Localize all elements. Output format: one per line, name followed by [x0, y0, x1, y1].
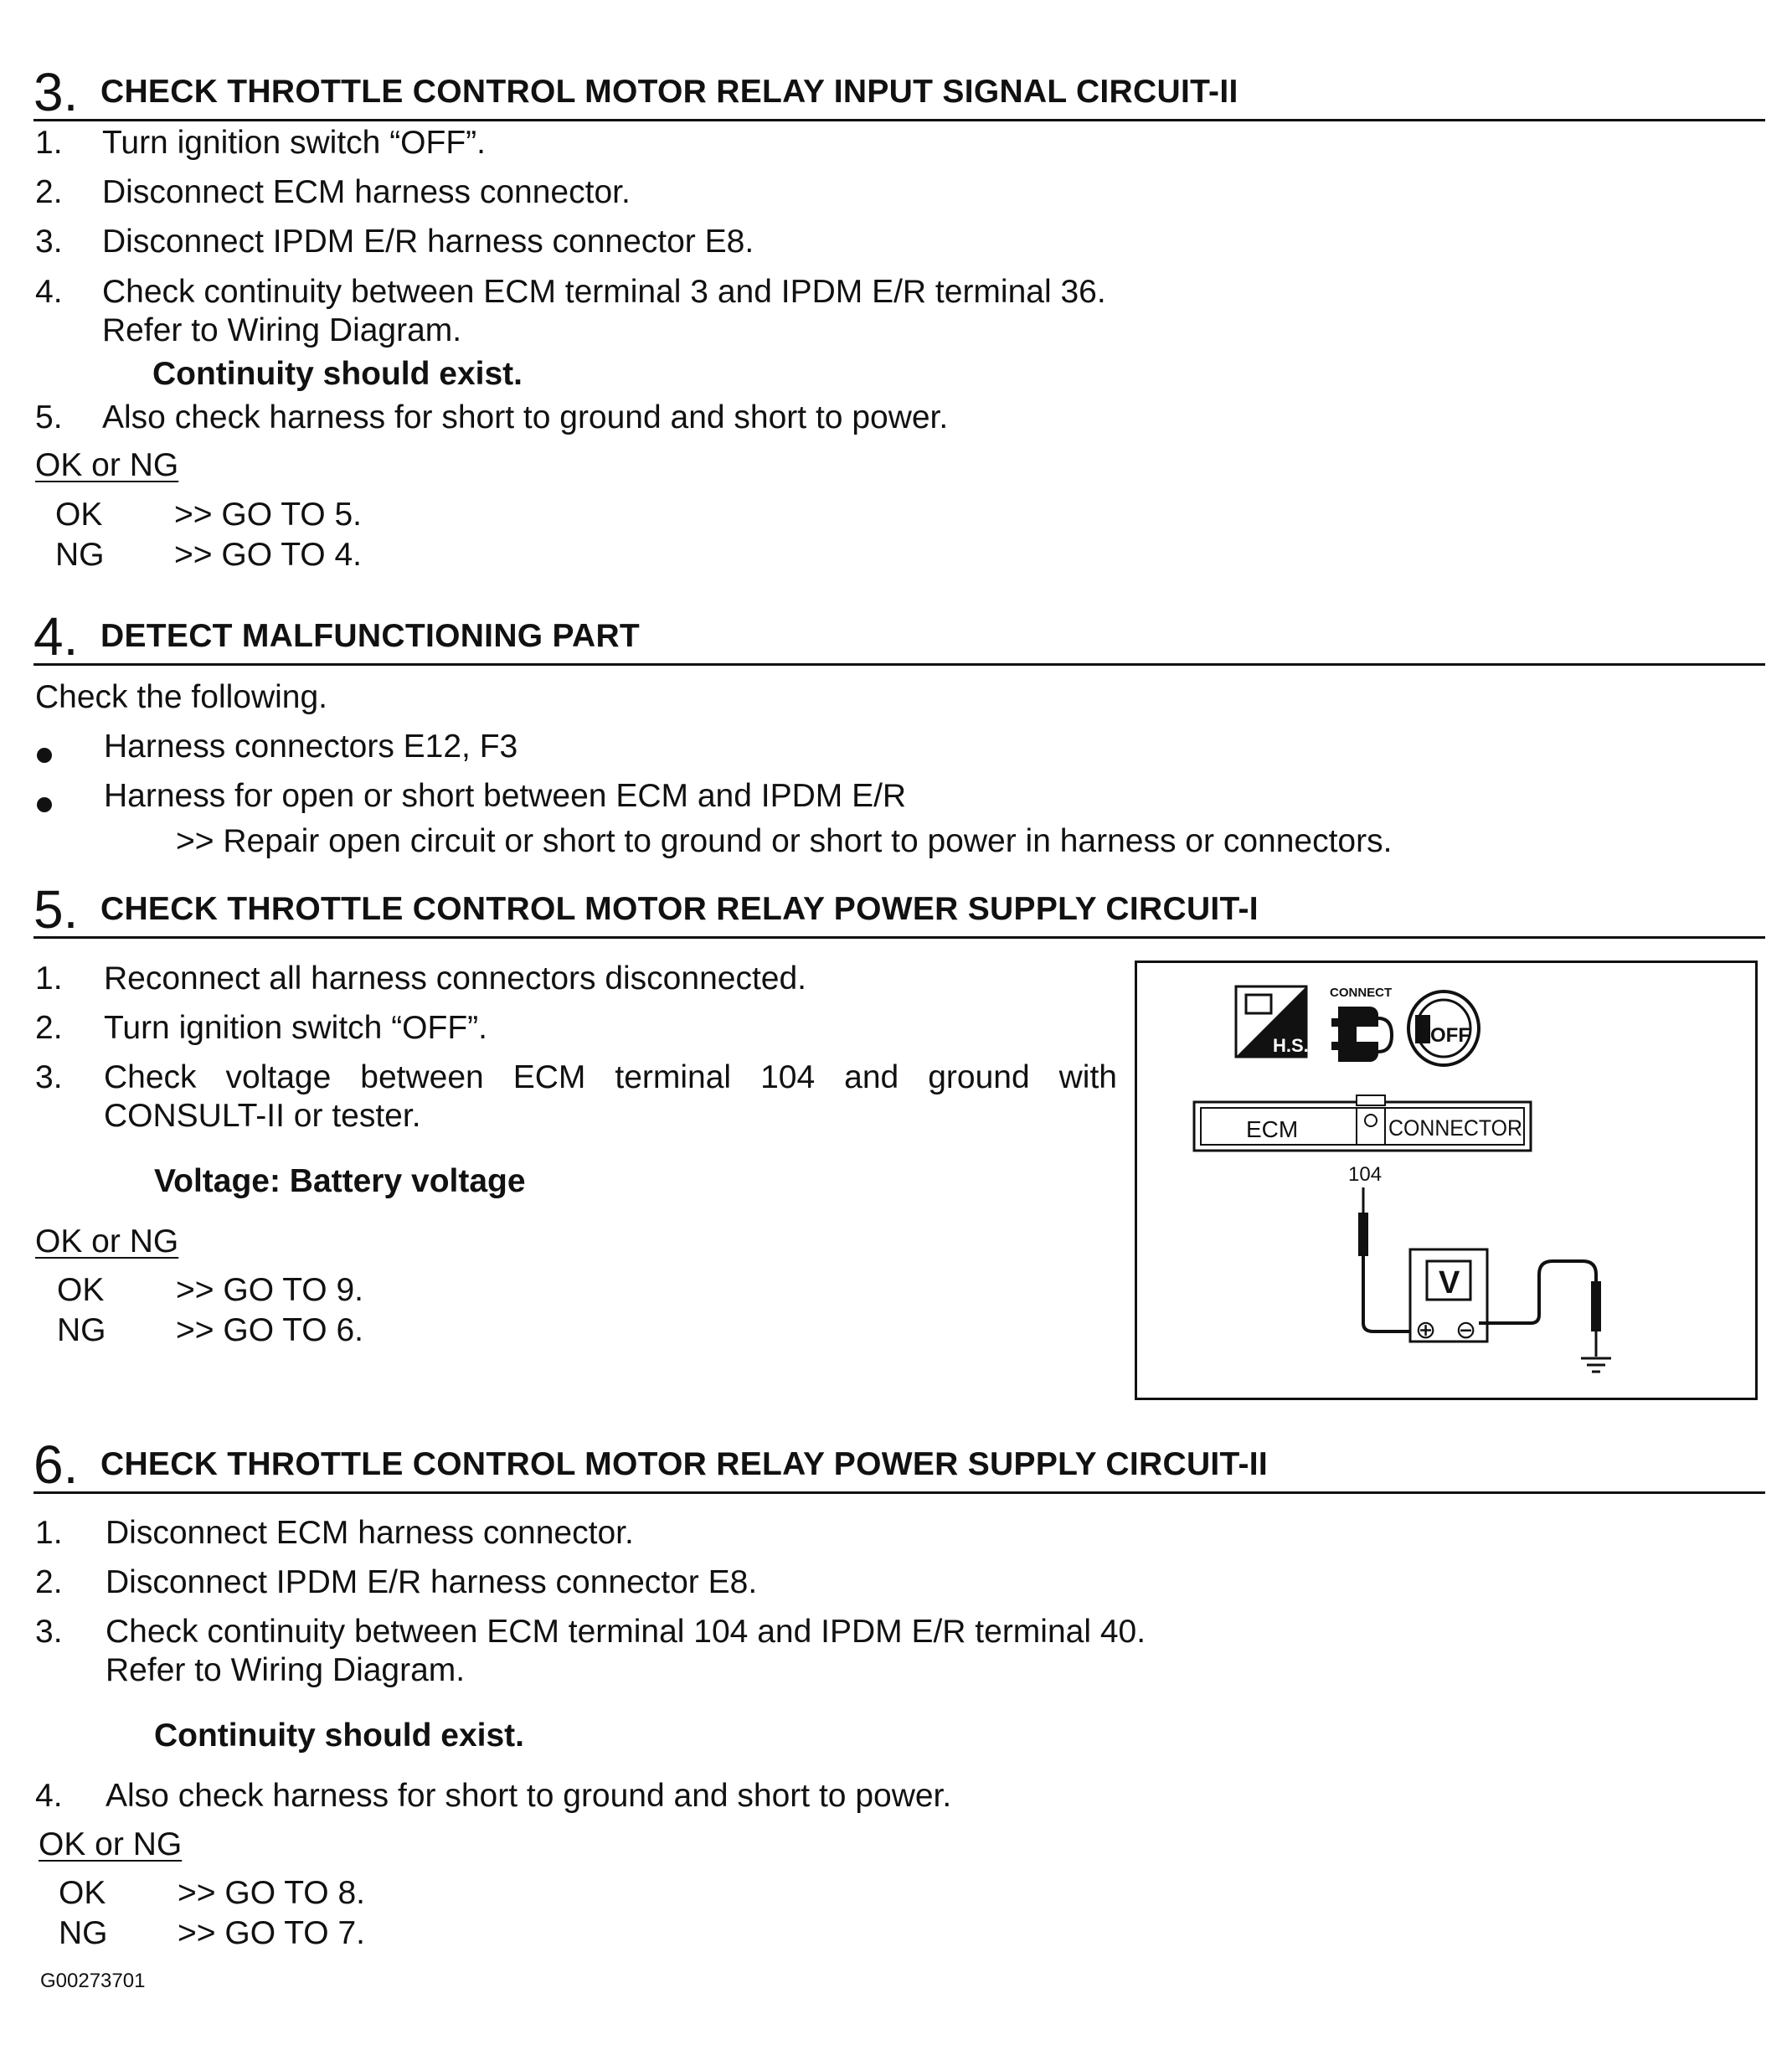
step-number: 2. — [35, 1564, 63, 1600]
ok-action: >> GO TO 8. — [178, 1875, 366, 1911]
meter-label: V — [1439, 1265, 1460, 1300]
ng-action: >> GO TO 6. — [176, 1312, 364, 1348]
step-number: 3. — [35, 1059, 63, 1095]
step-number: 4. — [35, 1778, 63, 1814]
step-number: 4. — [35, 274, 63, 310]
step-text: Also check harness for short to ground and short to power. — [102, 399, 949, 435]
step-number: 1. — [35, 961, 63, 997]
step-text: Check continuity between ECM terminal 104 and IPDM E/R terminal 40. — [106, 1614, 1146, 1650]
bullet-dot — [37, 748, 52, 763]
section-6-header — [33, 1426, 1765, 1494]
connect-icon — [1330, 986, 1392, 1062]
step-text-continued: CONSULT-II or tester. — [104, 1098, 421, 1134]
step-text: Check voltage between ECM terminal 104 and ground with — [104, 1059, 1117, 1095]
ok-label: OK — [57, 1272, 105, 1308]
wiring-diagram — [1137, 963, 1755, 1398]
ok-or-ng-heading: OK or NG — [35, 447, 179, 483]
section-title: DETECT MALFUNCTIONING PART — [100, 618, 641, 654]
section-number: 4. — [33, 606, 79, 667]
voltage-check-figure — [1135, 961, 1758, 1400]
ok-label: OK — [55, 497, 103, 533]
step-number: 3. — [35, 224, 63, 260]
section-number: 5. — [33, 879, 79, 940]
step-number: 2. — [35, 174, 63, 210]
section-title: CHECK THROTTLE CONTROL MOTOR RELAY POWER SUPPLY CIRCUIT-II — [100, 1446, 1269, 1482]
ignition-off-icon — [1408, 991, 1479, 1065]
hs-label: H.S. — [1273, 1035, 1309, 1056]
ng-label: NG — [57, 1312, 106, 1348]
ng-action: >> GO TO 4. — [174, 537, 363, 573]
minus-terminal: ⊖ — [1455, 1316, 1477, 1345]
step-number: 2. — [35, 1010, 63, 1046]
terminal-label: 104 — [1348, 1163, 1383, 1186]
step-text: Disconnect ECM harness connector. — [106, 1515, 634, 1551]
step-text: Turn ignition switch “OFF”. — [102, 125, 486, 161]
ok-label: OK — [59, 1875, 106, 1911]
hs-icon — [1236, 986, 1309, 1057]
section-title: CHECK THROTTLE CONTROL MOTOR RELAY POWER SUPPLY CIRCUIT-I — [100, 891, 1259, 927]
ok-action: >> GO TO 9. — [176, 1272, 364, 1308]
step-text: Disconnect IPDM E/R harness connector E8. — [106, 1564, 758, 1600]
step-number: 5. — [35, 399, 63, 435]
ok-or-ng-heading: OK or NG — [39, 1826, 183, 1862]
step-text: Disconnect ECM harness connector. — [102, 174, 631, 210]
step-number: 1. — [35, 1515, 63, 1551]
step-number: 1. — [35, 125, 63, 161]
bullet-text: Harness for open or short between ECM and IPDM E/R — [104, 778, 907, 814]
repair-action: >> Repair open circuit or short to ground or short to power in harness or connectors. — [176, 823, 1393, 859]
bullet-text: Harness connectors E12, F3 — [104, 729, 518, 765]
section-5-header — [33, 871, 1765, 939]
off-label: OFF — [1430, 1024, 1470, 1047]
step-text-continued: Refer to Wiring Diagram. — [102, 312, 462, 348]
plus-terminal: ⊕ — [1415, 1316, 1437, 1345]
step-number: 3. — [35, 1614, 63, 1650]
section-number: 3. — [33, 62, 79, 122]
section-title: CHECK THROTTLE CONTROL MOTOR RELAY INPUT SIGNAL CIRCUIT-II — [100, 74, 1238, 110]
section-number: 6. — [33, 1434, 79, 1495]
ecm-connector — [1194, 1095, 1531, 1151]
step-text: Also check harness for short to ground and short to power. — [106, 1778, 952, 1814]
ok-or-ng-heading: OK or NG — [35, 1223, 179, 1259]
section-3-header — [33, 54, 1765, 121]
ng-label: NG — [59, 1915, 108, 1951]
ground-symbol-icon — [1581, 1358, 1611, 1372]
step-text: Turn ignition switch “OFF”. — [104, 1010, 487, 1046]
ecm-label: ECM — [1246, 1116, 1299, 1142]
step-text: Disconnect IPDM E/R harness connector E8. — [102, 224, 754, 260]
ok-action: >> GO TO 5. — [174, 497, 363, 533]
connector-label: CONNECTOR — [1388, 1115, 1522, 1141]
section-4-header — [33, 598, 1765, 666]
ng-label: NG — [55, 537, 105, 573]
bullet-dot — [37, 797, 52, 812]
spec-text: Voltage: Battery voltage — [154, 1163, 526, 1199]
voltmeter — [1410, 1249, 1487, 1345]
ng-action: >> GO TO 7. — [178, 1915, 366, 1951]
step-text: Check continuity between ECM terminal 3 and IPDM E/R terminal 36. — [102, 274, 1106, 310]
step-text: Reconnect all harness connectors disconnected. — [104, 961, 806, 997]
document-code: G00273701 — [40, 1970, 146, 1992]
ground-probe — [1479, 1261, 1601, 1357]
connect-label: CONNECT — [1330, 986, 1393, 1000]
spec-text: Continuity should exist. — [152, 356, 523, 392]
spec-text: Continuity should exist. — [154, 1718, 525, 1754]
intro-text: Check the following. — [35, 679, 328, 715]
step-text-continued: Refer to Wiring Diagram. — [106, 1652, 466, 1688]
